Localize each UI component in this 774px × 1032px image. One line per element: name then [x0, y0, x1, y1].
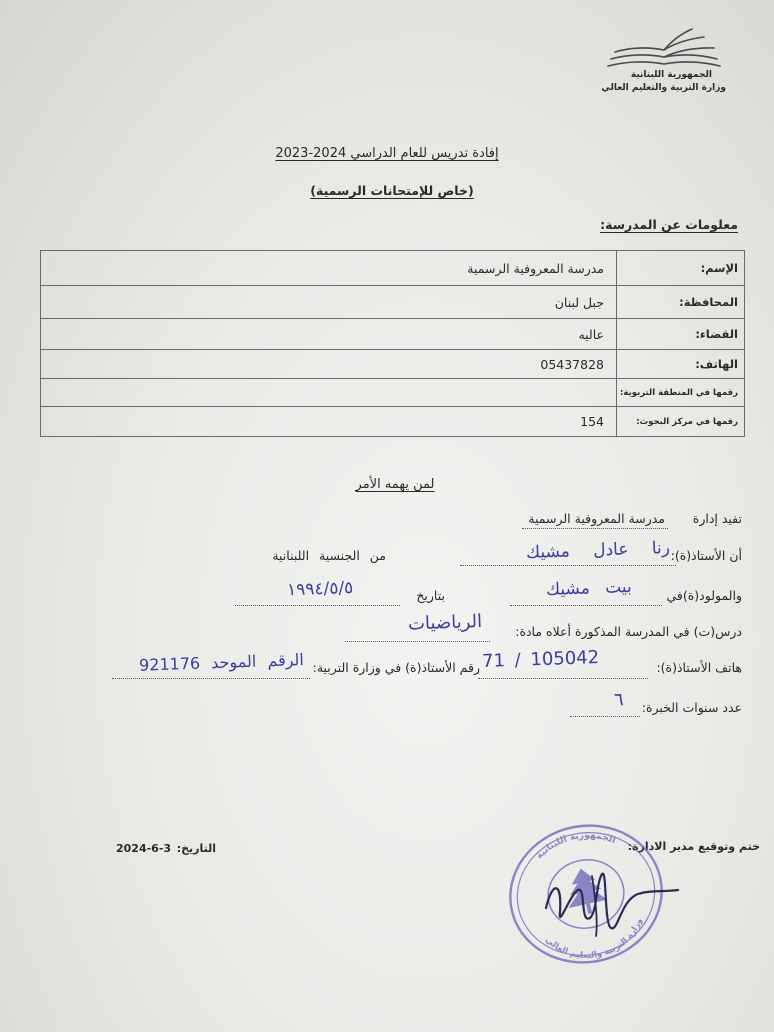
school-info-table [40, 250, 745, 437]
subject-label: درس(ت) في المدرسة المذكورة أعلاه مادة: [515, 624, 742, 639]
table-row [41, 350, 745, 379]
experience-handwritten: ٦ [613, 689, 625, 711]
open-book-icon [606, 26, 722, 70]
dotted-line [478, 678, 648, 679]
subject-handwritten: الرياضيات [407, 611, 483, 635]
row-label: القضاء: [617, 319, 745, 350]
stamp-bottom-text: وزارة التربية والتعليم العالي [543, 917, 645, 961]
row-label: الهاتف: [617, 350, 745, 379]
row-label: رقمها في مركز البحوث: [617, 407, 745, 437]
dotted-line [235, 605, 400, 606]
teacher-label: أن الأستاذ(ة): [670, 548, 742, 563]
dotted-line [510, 605, 662, 606]
table-row [41, 407, 745, 437]
table-row [41, 251, 745, 286]
experience-label: عدد سنوات الخبرة: [641, 700, 742, 715]
svg-text:الجمهورية اللبنانية [532, 824, 619, 863]
table-row [41, 286, 745, 319]
cedar-emblem-icon [561, 864, 610, 917]
nationality-text: من الجنسية اللبنانية [272, 548, 386, 563]
director-signature [546, 874, 678, 929]
school-prefix-label: تفيد إدارة [692, 511, 742, 526]
birthplace-handwritten: بيت مشيك [546, 577, 633, 600]
dotted-line [460, 565, 676, 566]
dotted-line [112, 678, 310, 679]
row-value: عاليه [41, 319, 617, 350]
birthdate-handwritten: ١٩٩٤/٥/٥ [286, 578, 354, 601]
row-value: مدرسة المعروفية الرسمية [41, 251, 617, 286]
row-value [41, 379, 617, 407]
official-stamp [500, 812, 680, 972]
signature-label: ختم وتوقيع مدير الادارة: [627, 840, 760, 853]
row-label: رقمها في المنطقة التربوية: [617, 379, 745, 407]
row-value: 154 [41, 407, 617, 437]
birthdate-label: بتاريخ [416, 588, 445, 603]
row-label: المحافظة: [617, 286, 745, 319]
teacher-name-handwritten: رنا عادل مشيك [525, 538, 671, 564]
phone-handwritten: 71 / 105042 [481, 647, 600, 673]
date-label: التاريخ: [176, 842, 216, 855]
dotted-line [570, 716, 640, 717]
row-value: جبل لبنان [41, 286, 617, 319]
dotted-line [345, 641, 490, 642]
page-title: إفادة تدريس للعام الدراسي 2024-2023 [275, 146, 499, 161]
logo-ministry-text: وزارة التربية والتعليم العالي [601, 83, 726, 93]
table-row [41, 319, 745, 350]
date-value: 2024-6-3 [116, 842, 172, 855]
dotted-line [522, 528, 668, 529]
page-subtitle: (خاص للإمتحانات الرسمية) [310, 183, 474, 198]
logo-republic-text: الجمهورية اللبنانية [630, 70, 712, 80]
school-info-heading: معلومات عن المدرسة: [600, 217, 738, 232]
school-name-value: مدرسة المعروفية الرسمية [528, 511, 665, 526]
row-label: الإسم: [617, 251, 745, 286]
ministry-number-label: رقم الأستاذ(ة) في وزارة التربية: [312, 660, 480, 675]
ministry-number-handwritten: الرقم الموحد 921176 [138, 650, 305, 675]
stamp-top-text: الجمهورية اللبنانية [534, 830, 617, 862]
row-value: 05437828 [41, 350, 617, 379]
birthplace-label: والمولود(ة)في [666, 588, 742, 603]
phone-label: هاتف الأستاذ(ة): [656, 660, 742, 675]
table-row [41, 379, 745, 407]
addressee-heading: لمن يهمه الأمر [355, 477, 435, 492]
